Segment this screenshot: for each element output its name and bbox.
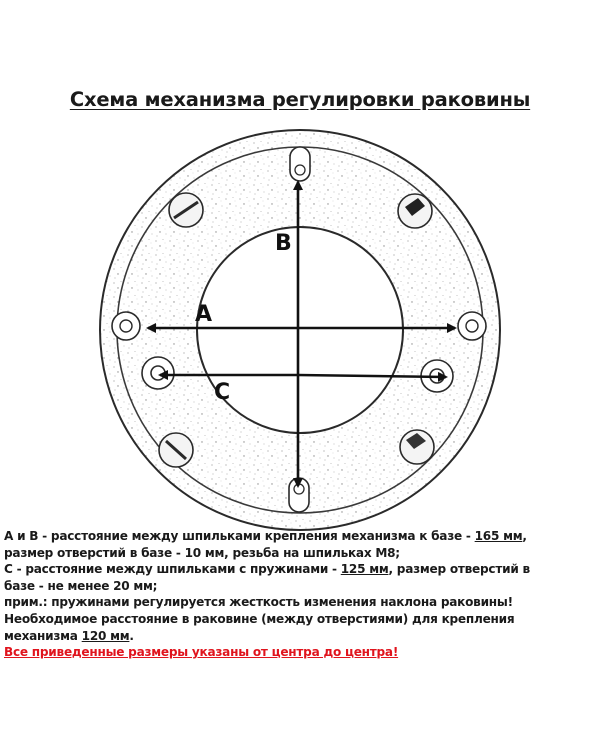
note-mech-value: 120 мм [81,628,130,643]
note-line-c [4,561,600,578]
note-c-value: 125 мм [340,562,389,577]
note-ab-tail: , [522,529,527,543]
stud-left-a [112,312,140,340]
note-line-c-holes: базе - не менее 20 мм; [4,578,158,593]
label-a: A [195,302,213,327]
note-mech-text: механизма [4,628,82,643]
note-line-sink-distance: Необходимое расстояние в раковине (между отверстиями) для крепления [4,611,515,626]
diagram-title: Схема механизма регулировки раковины [69,88,531,111]
screw-top-right [398,194,432,228]
slot-top-b [290,147,310,181]
note-line-ab-holes: размер отверстий в базе - 10 мм, резьба на шпильках М8; [4,545,400,560]
label-c: C [214,380,231,405]
note-c-tail: , размер отверстий в [388,562,530,577]
note-ab-value: 165 мм [474,529,523,543]
note-line-springs: прим.: пружинами регулируется жесткость изменения наклона раковины! [4,595,513,610]
screw-top-left [169,193,203,227]
note-ab-text: А и В - расстояние между шпильками крепления механизма к базе - [4,529,475,543]
screw-bottom-left [159,433,193,467]
notes-block [4,528,600,661]
note-mech-tail: . [129,628,134,643]
stud-right-a [458,312,486,340]
screw-bottom-right [400,430,434,464]
label-b: B [275,231,292,256]
note-c-text: С - расстояние между шпильками с пружинами - [4,562,341,577]
note-line-ab [4,528,600,545]
spring-stud-left-c [142,357,174,389]
note-line-warning: Все приведенные размеры указаны от центра до центра! [4,645,399,660]
note-line-mechanism [4,628,600,645]
